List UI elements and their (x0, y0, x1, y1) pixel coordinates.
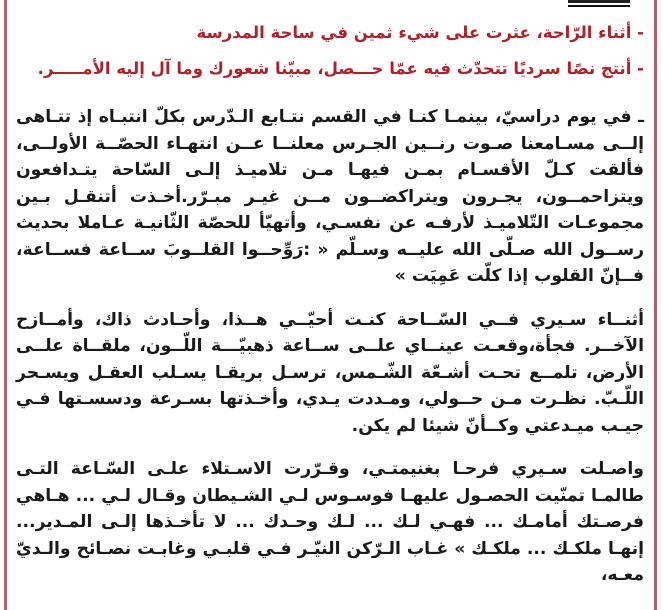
document-page (16, 20, 644, 610)
task-line: - أنتج نصًا سرديًا تتحدّث فيه عمّا حـــصل، مبيّنا شعورك وما آل إليه الأمـــــر. (37, 59, 644, 78)
task-instruction (16, 20, 644, 46)
paragraph-text: واصـلت سـيري فرحـا بغنيمتـي، وقـرّرت الاسـتلاء علـى السّـاعة التـى طالمـا تمنّيت الحصـول عليهـا فوسـوس لـي الشـيطان وقـال لـي ... هـاهي فرصـتك أمامـك ... فهـي لـك ... لـك وحـدك ... لا تأخـذها إلـى المـدير... إنهـا ملكـك ... ملكـك » غـاب الـرّكن النيّـر فـي قلبـي وغابـت نصـائح والـديّ معـه، (16, 459, 644, 585)
task-instruction (16, 56, 644, 82)
section-heading-cropped (568, 0, 630, 7)
essay-paragraph (16, 307, 644, 440)
paragraph-text: ـ في يوم دراسيّ، بينمـا كنـا في القسم نتـابع الـدّرس بكلّ انتبـاه إذ تتـاهى إلــى مسـامعنا صـوت رنــين الجـرس معلنــا عــن انتهـاء الحصّــة الأولــى، فألقت كـلّ الأقسـام بمـن فيهـا مـن تلاميـذ إلـى السّاحة يتـدافعون ويتزاحمــون، يجـرون ويتراكضــون مــن غيـر مبـرّر.أخـذت أتنقـل بـين مجموعـات التّلاميـذ لأرفـه عن نفسـي، وأتهيّأ للحصّة الثّانيـة عـاملا بحديث رســول الله صـلّى الله عليــه وسـلّم « :رَوِّحــوا القلــوبَ ســاعة فســاعة، فــإنّ القلوب إذا كلّت عَمِيَت » (16, 107, 644, 286)
task-line: - أثناء الرّاحة، عثرت على شيء ثمين في ساحة المدرسة (196, 23, 644, 42)
paragraph-text: أثنــاء سـيري فــي السّــاحة كنـت أحيّــي هــذا، وأحـادث ذاك، وأمــازح الآخــر. فجأة،وقعـت عينــاي علــى ســاعة ذهبيّـــة اللّــون، ملقــاة علــى الأرض، تلمــع تحـت أشـعّة الشّـمس، ترسـل بريقـا يسـلب العقـل ويسـحر اللّـبّ. نظـرت مـن حــولي، ومـددت يـدي، وأخـذتها بسـرعة ودسسـتها فـي جيـب ميـدعتي وكــأنّ شيئا لم يكن. (16, 309, 644, 436)
page-frame-left-border (4, 0, 7, 610)
essay-paragraph (16, 456, 644, 589)
essay-paragraph (16, 104, 644, 290)
page-frame-right-border (654, 0, 657, 610)
